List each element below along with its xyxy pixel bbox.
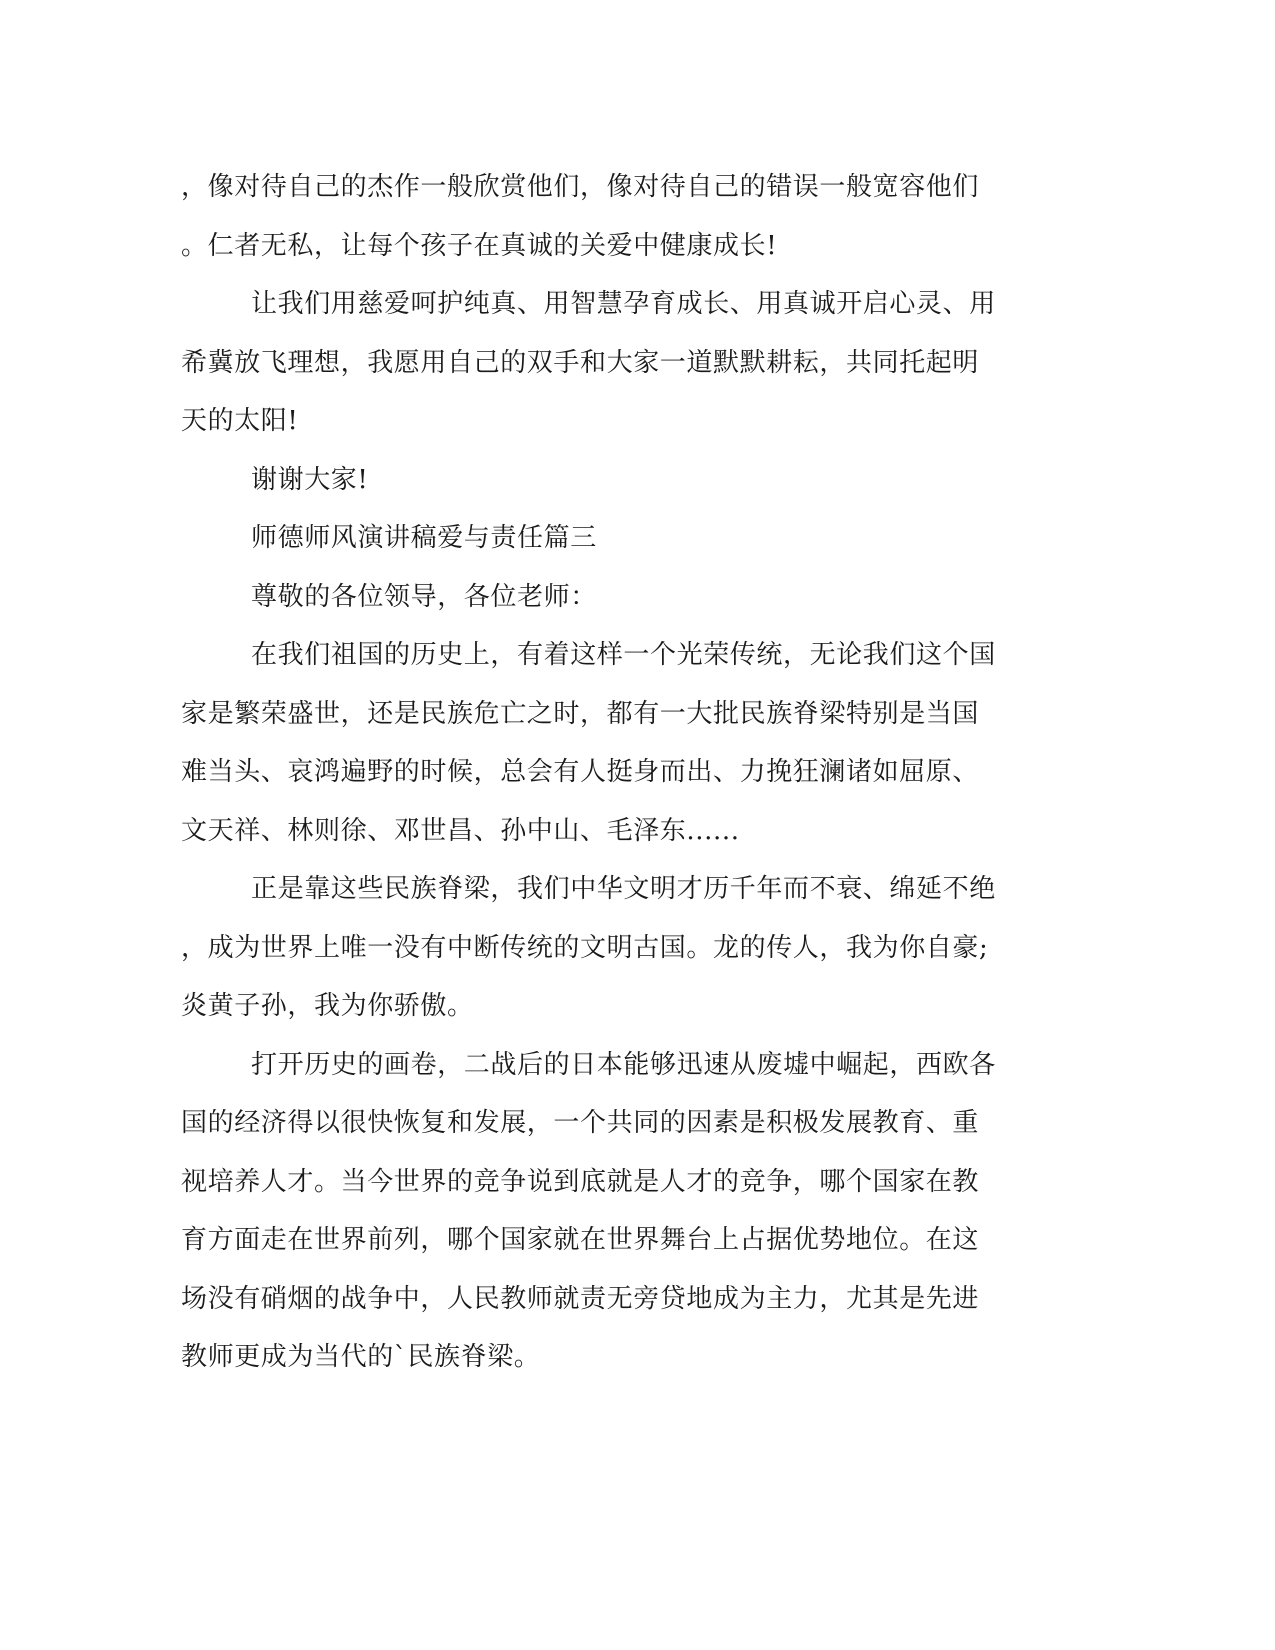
section-heading: 师德师风演讲稿爱与责任篇三 — [251, 523, 597, 553]
salutation: 尊敬的各位领导，各位老师： — [251, 581, 597, 612]
paragraph-line: 家是繁荣盛世，还是民族危亡之时，都有一大批民族脊梁特别是当国 — [181, 698, 980, 729]
paragraph-line: 炎黄子孙，我为你骄傲。 — [181, 991, 474, 1021]
paragraph-line: 场没有硝烟的战争中，人民教师就责无旁贷地成为主力，尤其是先进 — [181, 1283, 980, 1314]
paragraph-line: 谢谢大家! — [251, 464, 369, 495]
paragraph-line: 难当头、哀鸿遍野的时候，总会有人挺身而出、力挽狂澜诸如屈原、 — [181, 757, 980, 787]
paragraph-line: 希冀放飞理想，我愿用自己的双手和大家一道默默耕耘，共同托起明 — [181, 347, 980, 378]
paragraph-line: 国的经济得以很快恢复和发展，一个共同的因素是积极发展教育、重 — [181, 1108, 980, 1138]
paragraph-line: ，成为世界上唯一没有中断传统的文明古国。龙的传人，我为你自豪; — [181, 932, 989, 963]
paragraph-line: ，像对待自己的杰作一般欣赏他们，像对待自己的错误一般宽容他们 — [181, 172, 980, 202]
paragraph-line: 让我们用慈爱呵护纯真、用智慧孕育成长、用真诚开启心灵、用 — [251, 289, 996, 319]
paragraph-line: 视培养人才。当今世界的竞争说到底就是人才的竞争，哪个国家在教 — [181, 1166, 980, 1197]
paragraph-line: 。仁者无私，让每个孩子在真诚的关爱中健康成长! — [181, 230, 778, 261]
paragraph-line: 教师更成为当代的`民族脊梁。 — [181, 1342, 541, 1372]
paragraph-line: 在我们祖国的历史上，有着这样一个光荣传统，无论我们这个国 — [251, 640, 996, 670]
paragraph-line: 天的太阳! — [181, 406, 299, 436]
paragraph-line: 育方面走在世界前列，哪个国家就在世界舞台上占据优势地位。在这 — [181, 1225, 980, 1255]
paragraph-line: 打开历史的画卷，二战后的日本能够迅速从废墟中崛起，西欧各 — [251, 1049, 996, 1080]
document-body — [181, 158, 1041, 1387]
paragraph-line: 文天祥、林则徐、邓世昌、孙中山、毛泽东...... — [181, 815, 740, 846]
paragraph-line: 正是靠这些民族脊梁，我们中华文明才历千年而不衰、绵延不绝 — [251, 874, 996, 904]
